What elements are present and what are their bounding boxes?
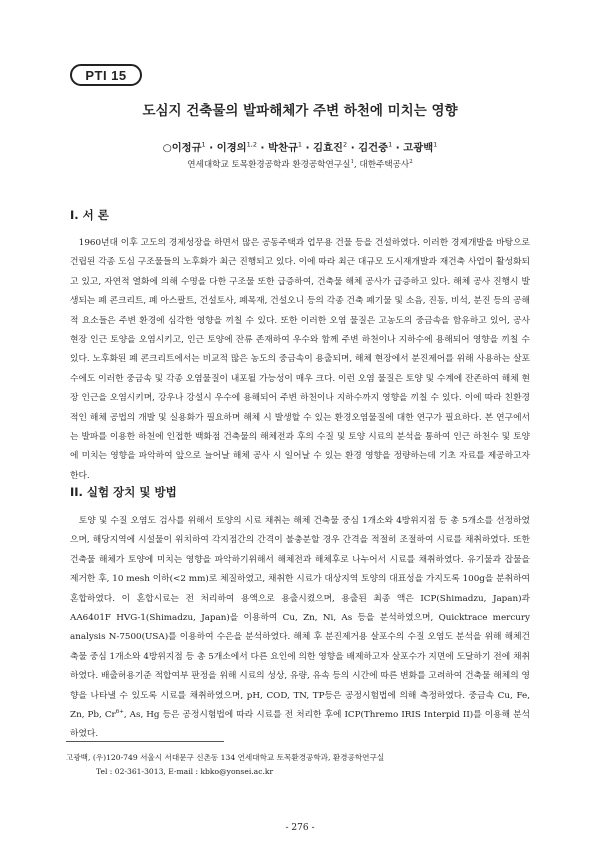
author-6: 고광백$^1$ bbox=[403, 140, 438, 154]
footnote-divider bbox=[66, 741, 224, 742]
paper-title: 도심지 건축물의 발파해체가 주변 하천에 미치는 영향 bbox=[142, 103, 458, 119]
page-number: - 276 - bbox=[285, 823, 315, 833]
author-2: 이경의$^{1,2}$ · bbox=[216, 140, 269, 154]
author-3: 박찬규$^1$ · bbox=[268, 140, 314, 154]
author-list bbox=[0, 139, 600, 154]
session-badge bbox=[70, 64, 142, 86]
author-1: ○이정규$^1$ · bbox=[162, 140, 217, 154]
section-heading-introduction: I. 서 론 bbox=[70, 208, 109, 222]
author-4: 김효진$^2$ · bbox=[313, 140, 359, 154]
session-badge-label: PTI 15 bbox=[85, 67, 127, 83]
footnote-contact: Tel : 02-361-3013, E-mail : kbko@yonsei.ac.kr bbox=[96, 767, 274, 776]
footnote-address: 고광백, (우)120-749 서울시 서대문구 신촌동 134 연세대학교 토목환경공학과, 환경공학연구실 bbox=[66, 753, 385, 762]
introduction-paragraph: 1960년대 이후 고도의 경제성장을 하면서 많은 공동주택과 업무용 건물 등을 건설하였다. 이러한 경제개발을 바탕으로 건립된 각종 도심 구조물들의 노후화가 최근 진행되고 있다. 이에 따라 최근 대규모 도시재개발과 재건축 사업이 활성화되고 있고, 자연적 열화에 의해 수명을 다한 구조물 또한 급증하여, 건축물 해체 공사가 급증하고 있다. 해체 공사 진행시 발생되는 폐 콘크리트, 폐 아스팔트, 건설토사, 폐목재, 건설오니 등의 각종 건축 폐기물 및 소음, 진동, 비석, 분진 등의 공해적 요소들은 주변 환경에 심각한 영향을 끼칠 수 있다. 또한 이러한 오염 물질은 고농도의 중금속을 함유하고 있어, 공사 현장 인근 토양을 오염시키고, 인근 토양에 잔류 존재하여 우수와 함께 주변 하천이나 지하수에 용해되어 영향을 끼칠 수 있다. 노후화된 폐 콘크리트에서는 비교적 많은 농도의 중금속이 용출되며, 해체 현장에서 분진제어를 위해 사용하는 살포 수에도 이러한 중금속 및 각종 오염물질이 내포될 가능성이 매우 크다. 이런 오염 물질은 토양 및 수계에 잔존하여 해체 현장 인근을 오염시키며, 강우나 강설시 우수에 용해되어 주변 하천이나 지하수까지 영향을 끼칠 수 있다. 이에 따라 친환경적인 해체 공법의 개발 및 실용화가 필요하며 해체 시 발생할 수 있는 환경오염물질에 대한 연구가 필요하다. 본 연구에서는 발파를 이용한 하천에 인접한 백화점 건축물의 해체전과 후의 수질 및 토양 시료의 분석을 통하여 인근 하천수 및 토양에 미치는 영향을 파악하여 앞으로 늘어날 해체 공사 시 일어날 수 있는 환경 영향을 정량하는데 기초 자료를 제공하고자 한다. bbox=[70, 238, 530, 481]
affiliation: 연세대학교 토목환경공학과 환경공학연구실$^1$, 대한주택공사$^2$ bbox=[187, 159, 413, 170]
section-heading-methods: II. 실험 장치 및 방법 bbox=[70, 485, 177, 499]
author-5: 김건중$^1$ · bbox=[358, 140, 404, 154]
methods-paragraph: 토양 및 수질 오염도 검사를 위해서 토양의 시료 채취는 해체 건축물 중심 1개소와 4방위지점 등 총 5개소를 선정하였으며, 해당지역에 시설물이 위치하여 각지점간의 간격이 불충분할 경우 간격을 적절히 조절하여 시료를 채취하였다. 또한 건축물 해체가 토양에 미치는 영향을 파악하기위해서 해체전과 해체후로 나누어서 시료를 채취하였다. 유기물과 잡물을 제거한 후, 10 mesh 이하(<2 mm)로 체질하였고, 채취한 시료가 대상지역 토양의 대표성을 가지도록 100g을 분취하여 혼합하였다. 이 혼합시료는 전 처리하여 용액으로 용출시켰으며, 용출된 최종 액은 ICP(Shimadzu, Japan)과 AA6401F HVG-1(Shimadzu, Japan)을 이용하여 Cu, Zn, Ni, As 등을 분석하였으며, Quicktrace mercury analysis N-7500(USA)를 이용하여 수은을 분석하였다. 해체 후 분진제거용 살포수의 수질 오염도 분석을 위해 해체건축물 중심 1개소와 4방위지점 등 총 5개소에서 다른 요인에 의한 영향을 배제하고자 살포수가 지면에 도달하기 전에 채취하였다. 배출허용기준 적합여부 판정을 위해 시료의 성상, 유량, 유속 등의 시간에 따른 변화를 고려하여 건축물 해체의 영향을 나타낼 수 있도록 시료를 채취하였으며, pH, COD, TN, TP등은 공정시험법에 의해 측정하였다. 중금속 Cu, Fe, Zn, Pb, $Cr^{6+}$, As, Hg 등은 공정시험법에 따라 시료를 전 처리한 후에 ICP(Thremo IRIS Interpid II)를 이용해 분석하였다. bbox=[70, 516, 530, 740]
